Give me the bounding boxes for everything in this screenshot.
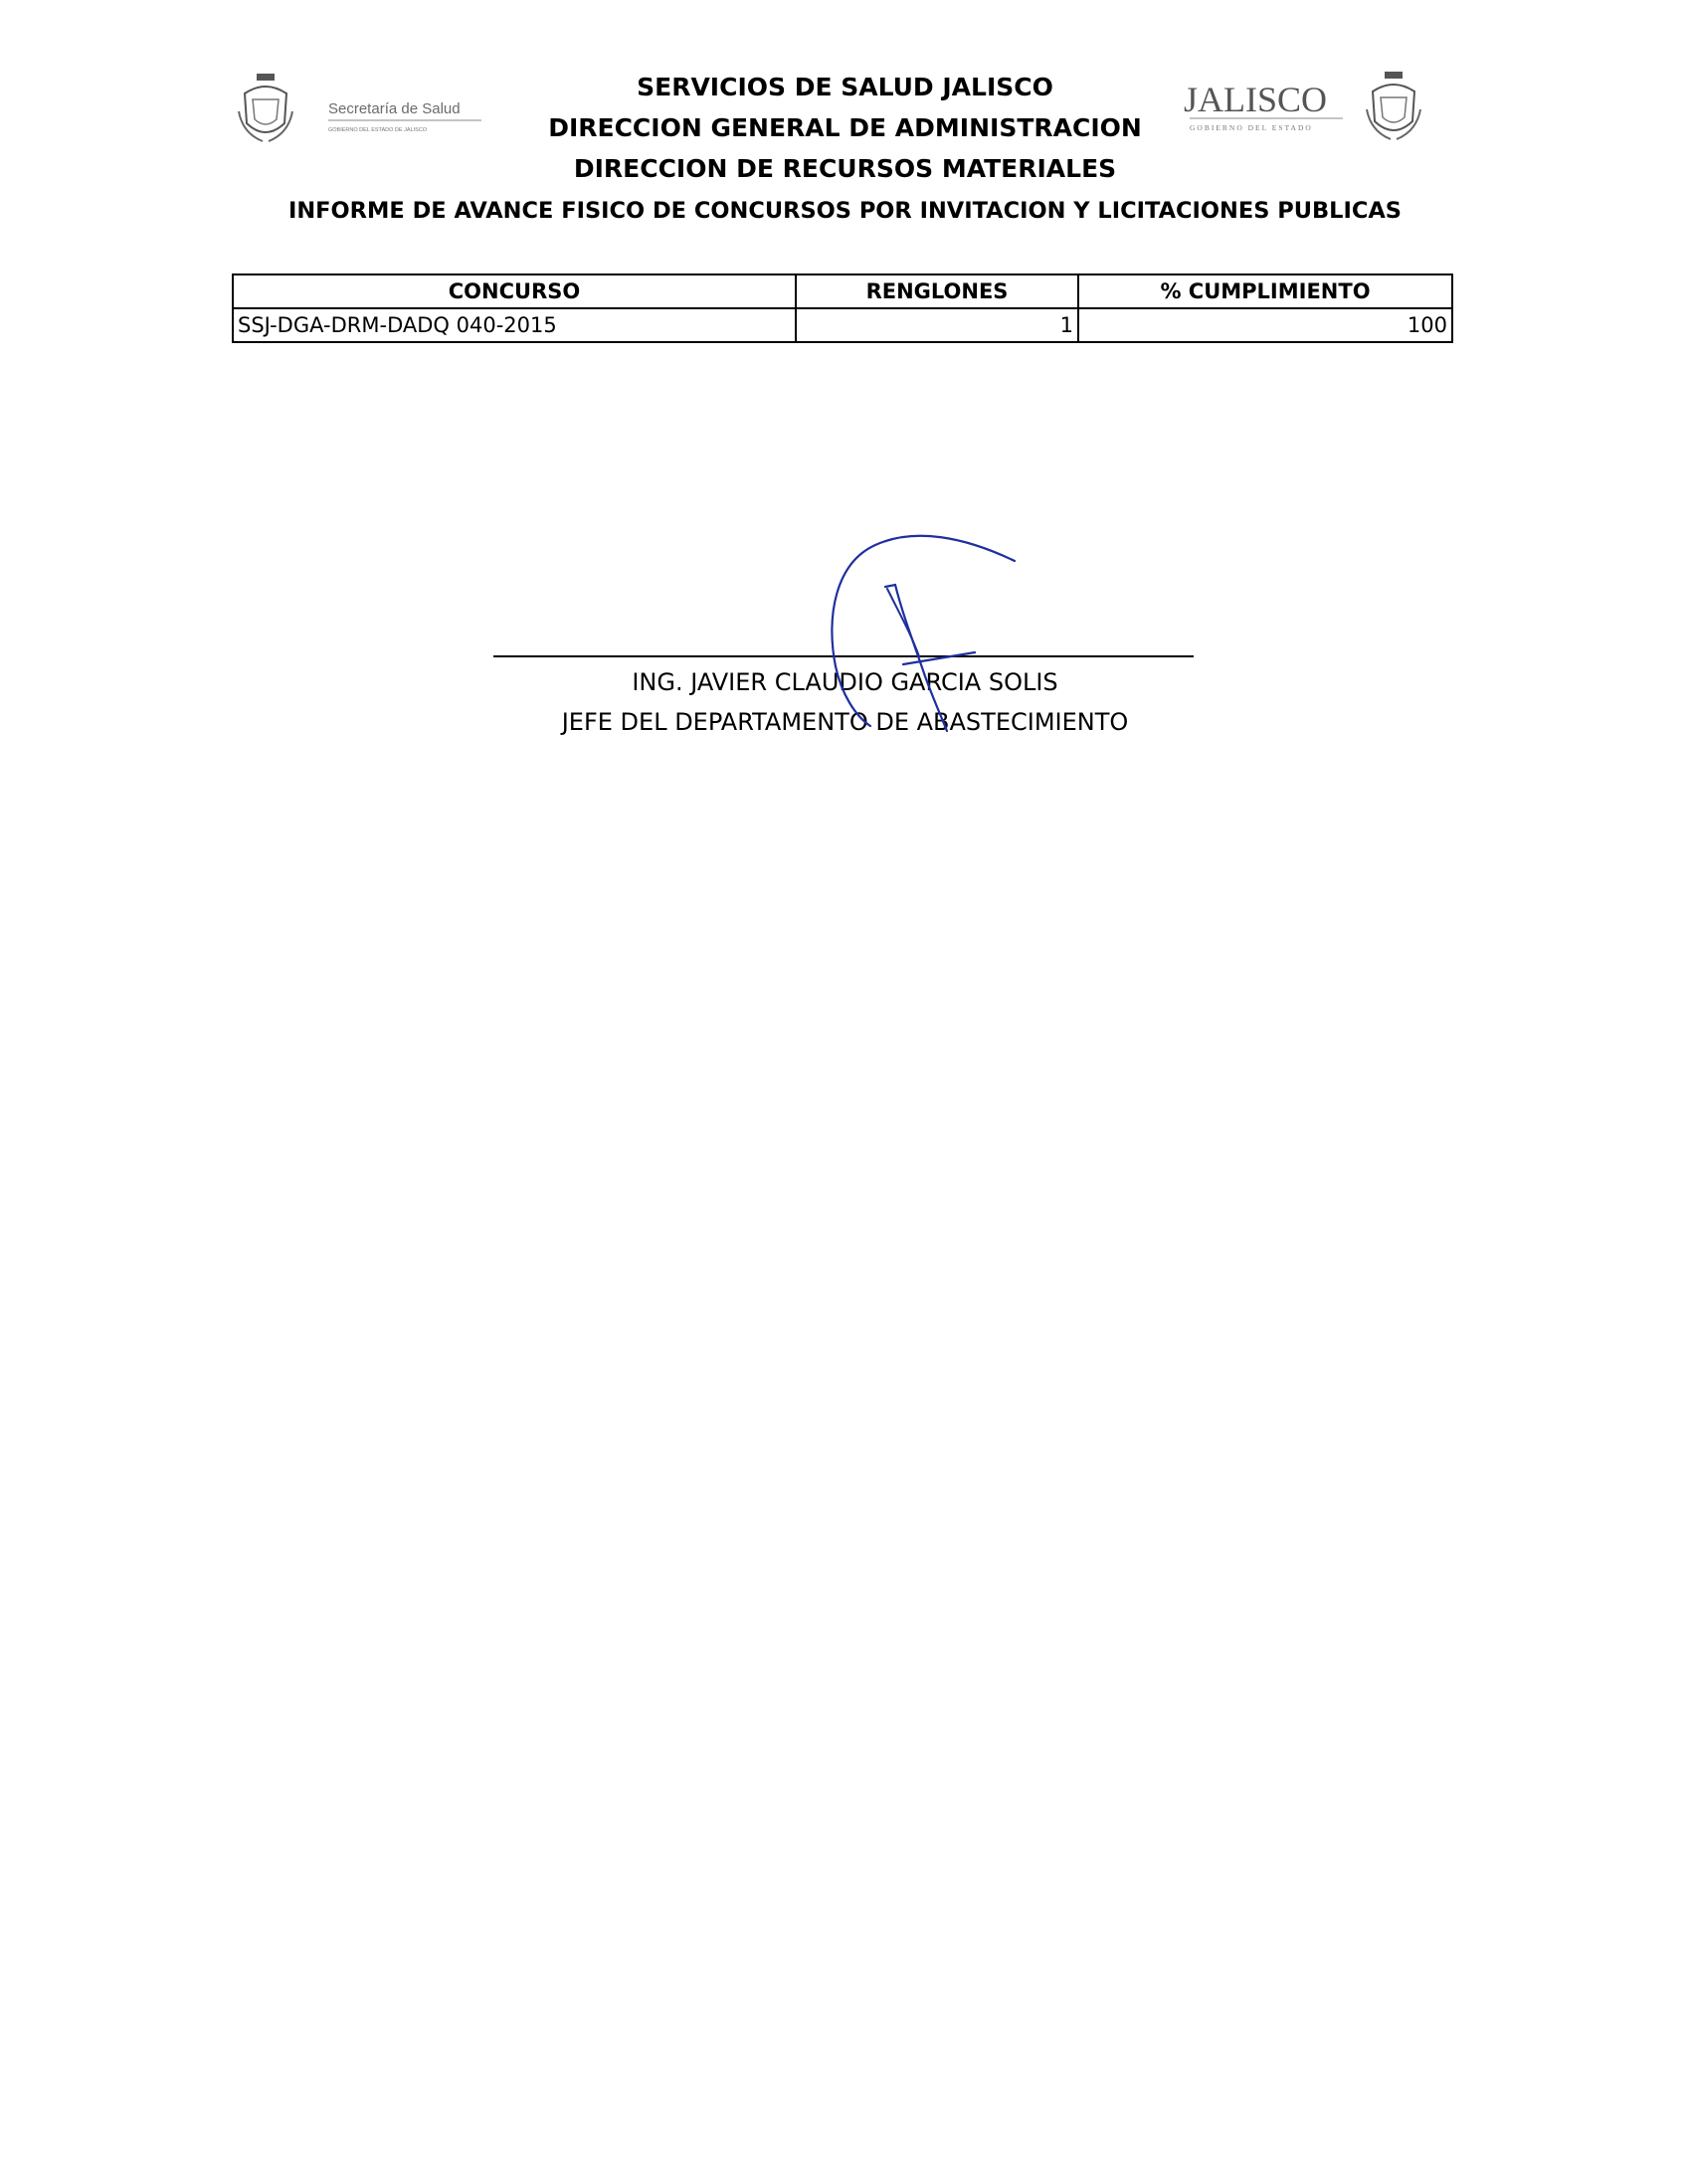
column-header-concurso: CONCURSO	[233, 274, 796, 308]
column-header-cumplimiento: % CUMPLIMIENTO	[1078, 274, 1452, 308]
concursos-table	[232, 273, 1453, 343]
cell-renglones: 1	[796, 308, 1078, 342]
handwritten-signature	[816, 527, 1034, 736]
signer-title: JEFE DEL DEPARTAMENTO DE ABASTECIMIENTO	[561, 708, 1129, 736]
header-title-3: DIRECCION DE RECURSOS MATERIALES	[573, 154, 1117, 183]
header-title-2: DIRECCION GENERAL DE ADMINISTRACION	[548, 113, 1142, 142]
column-header-renglones: RENGLONES	[796, 274, 1078, 308]
left-logo-text: Secretaría de Salud	[328, 100, 461, 117]
left-logo-subtext: GOBIERNO DEL ESTADO DE JALISCO	[328, 127, 428, 133]
cell-concurso: SSJ-DGA-DRM-DADQ 040-2015	[233, 308, 796, 342]
signer-name: ING. JAVIER CLAUDIO GARCIA SOLIS	[632, 668, 1058, 696]
table-header-row	[233, 274, 1452, 308]
concursos-table-wrapper	[232, 273, 1451, 343]
table-row	[233, 308, 1452, 342]
right-logo-subtext: GOBIERNO DEL ESTADO	[1190, 123, 1313, 132]
right-logo-text: JALISCO	[1184, 80, 1328, 119]
header-title-1: SERVICIOS DE SALUD JALISCO	[637, 73, 1053, 101]
cell-cumplimiento: 100	[1078, 308, 1452, 342]
report-title: INFORME DE AVANCE FISICO DE CONCURSOS POR INVITACION Y LICITACIONES PUBLICAS	[287, 198, 1403, 224]
